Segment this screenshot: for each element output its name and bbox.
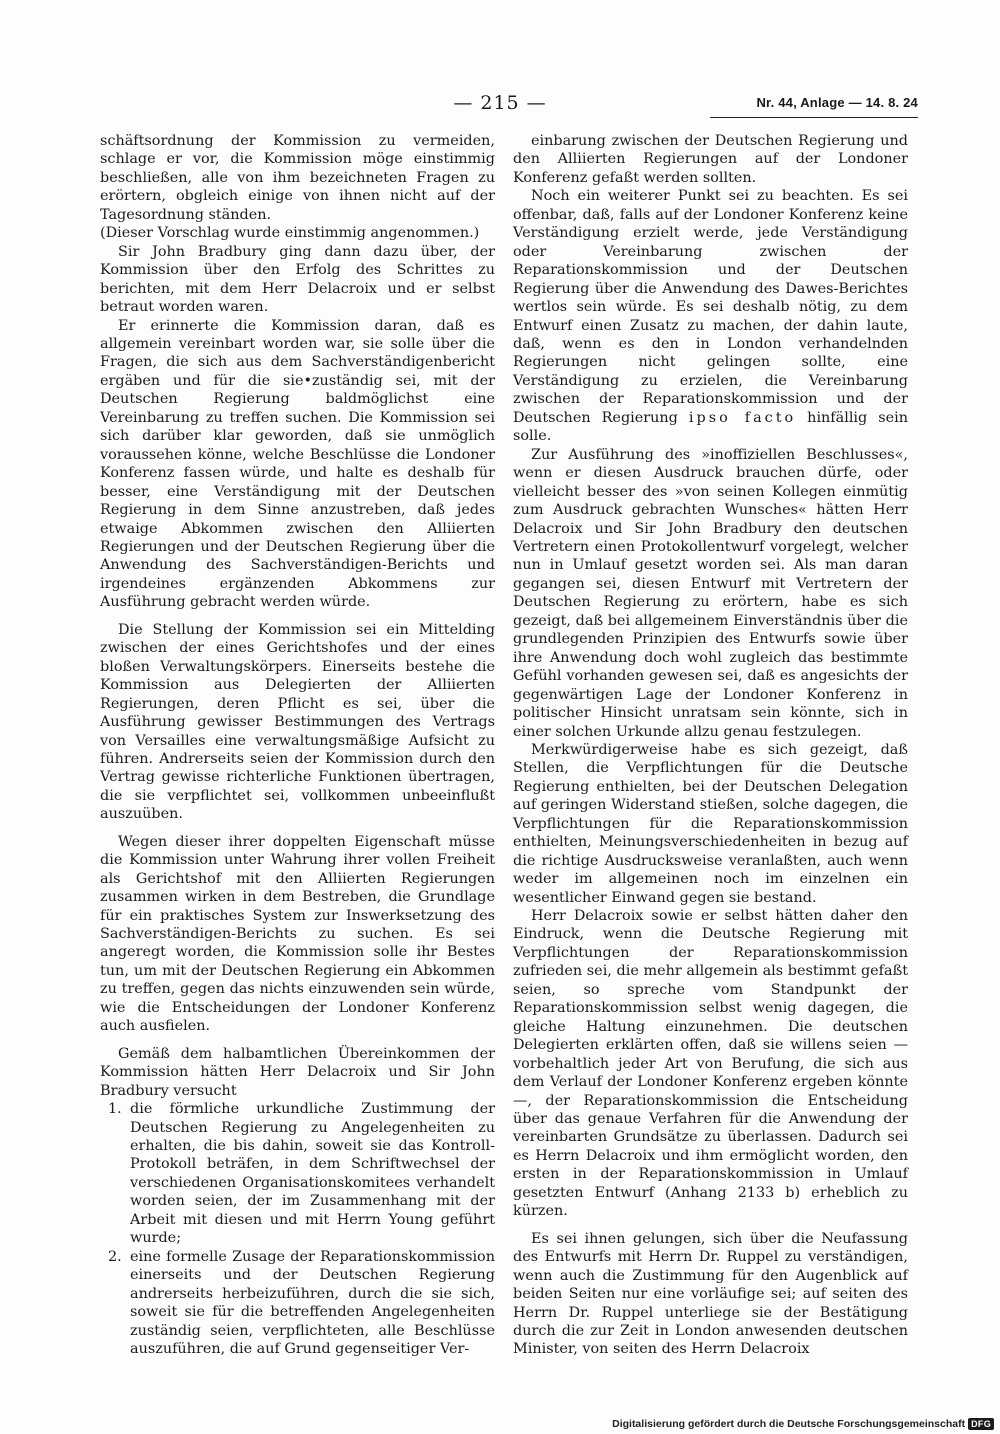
paragraph-text: Noch ein weiterer Punkt sei zu beachten. Es sei offenbar, daß, falls auf der Londoner Konferenz keine Verständigung erzielt werde, jede Verständigung oder Vereinbarung zwischen der Reparationskommission und der Deutschen Regierung über die Anwendung des Dawes-Berichtes wertlos sein würde. Es sei deshalb nötig, zu dem Entwurf einen Zusatz zu machen, der dahin laute, daß, wenn es den in London verhandelnden Regierungen nicht gelingen sollte, eine Verständigung zu erzielen, die Vereinbarung zwischen der Reparationskommission und der Deutschen Regierung bbox=[513, 188, 908, 426]
list-item bbox=[100, 1100, 495, 1248]
list-item-text: eine formelle Zusage der Reparationskommission einerseits und der Deutschen Regierung andrerseits herbeizuführen, durch die sie sich, soweit sie für die betreffenden Angelegenheiten zuständig seien, verpflichteten, alle Beschlüsse auszuführen, die auf Grund gegenseitiger Ver- bbox=[130, 1248, 495, 1357]
paragraph: schäftsordnung der Kommission zu vermeiden, schlage er vor, die Kommission möge einstimmig beschließen, alle von ihm bezeichneten Fragen zu erörtern, obgleich einige von ihnen nicht auf der Tagesordnung ständen. bbox=[100, 133, 495, 223]
paragraph: einbarung zwischen der Deutschen Regierung und den Alliierten Regierungen auf der Londoner Konferenz gefaßt werden sollten. bbox=[513, 133, 908, 186]
right-column bbox=[513, 132, 908, 1359]
dfg-logo: DFG bbox=[968, 1418, 994, 1430]
paragraph: Wegen dieser ihrer doppelten Eigenschaft müsse die Kommission unter Wahrung ihrer vollen Freiheit als Gerichtshof mit den Alliierten Regierungen zusammen wirken in dem Bestreben, die Grundlage für ein praktisches System zur Inswerksetzung des Sachverständigen-Berichts zu suchen. Es sei angeregt worden, die Kommission solle ihr Bestes tun, um mit der Deutschen Regierung ein Abkommen zu treffen, gegen das nichts einzuwenden sein würde, wie die Entscheidungen der Londoner Konferenz auch ausfielen. bbox=[100, 833, 495, 1035]
header-rule bbox=[710, 117, 918, 118]
paragraph: Sir John Bradbury ging dann dazu über, der Kommission über den Erfolg des Schrittes zu berichten, mit dem Herr Delacroix und er selbst betraut worden waren. bbox=[100, 243, 495, 316]
footer-text: Digitalisierung gefördert durch die Deutsche Forschungsgemeinschaft bbox=[612, 1418, 966, 1430]
paragraph: Gemäß dem halbamtlichen Übereinkommen der Kommission hätten Herr Delacroix und Sir John Bradbury versucht bbox=[100, 1045, 495, 1099]
paragraph bbox=[513, 187, 908, 445]
enumerated-list bbox=[100, 1100, 495, 1358]
paragraph: Er erinnerte die Kommission daran, daß es allgemein vereinbart worden war, sie solle über die Fragen, die sich aus dem Sachverständigenbericht ergäben und für die sie•zuständig sei, mit der Deutschen Regierung baldmöglichst eine Vereinbarung zu treffen suchen. Die Kommission sei sich darüber klar geworden, daß sie unmöglich voraussehen könne, welche Beschlüsse die Londoner Konferenz fassen würde, und halte es deshalb für besser, eine Verständigung mit der Deutschen Regierung in dem Sinne anzustreben, daß jedes etwaige Abkommen zwischen den Alliierten Regierungen und der Deutschen Regierung über die Anwendung des Sachverständigen-Berichts und irgendeines ergänzenden Abkommens zur Ausführung gebracht werden würde. bbox=[100, 317, 495, 611]
left-column bbox=[100, 132, 495, 1358]
paragraph-text: hinfällig sein solle. bbox=[513, 409, 908, 445]
paragraph: Zur Ausführung des »inoffiziellen Beschlusses«, wenn er diesen Ausdruck brauchen dürfe, oder vielleicht besser des »von seinen Kollegen einmütig zum Ausdruck gebrachten Wunsches« hätten Herr Delacroix und Sir John Bradbury den deutschen Vertretern einen Protokollentwurf vorgelegt, welcher nun in Umlauf gesetzt worden sei. Als man daran gegangen sei, diesen Entwurf mit Vertretern der Deutschen Regierung zu erörtern, habe es sich gezeigt, daß bei allgemeinem Einverständnis über die grundlegenden Prinzipien des Entwurfs sowie über ihre Anwendung doch wohl zugleich das bestimmte Gefühl vorhanden gewesen sei, daß es angesichts der gegenwärtigen Lage der Londoner Konferenz in politischer Hinsicht unratsam sein könnte, sich in einer solchen Urkunde allzu genau festzulegen. bbox=[513, 446, 908, 740]
running-head: Nr. 44, Anlage — 14. 8. 24 bbox=[756, 95, 918, 110]
spaced-term: ipso facto bbox=[688, 409, 797, 426]
list-item-number: 1. bbox=[108, 1101, 122, 1118]
list-item-number: 2. bbox=[108, 1248, 122, 1265]
paragraph: (Dieser Vorschlag wurde einstimmig angenommen.) bbox=[100, 225, 480, 242]
list-item-text: die förmliche urkundliche Zustimmung der Deutschen Regierung zu Angelegenheiten zu erhalten, die bis dahin, soweit sie das Kontroll-Protokoll beträfen, in dem Schriftwechsel der verschiedenen Organisationskomitees verhandelt worden seien, der im Zusammenhang mit der Arbeit mit diesen und mit Herrn Young geführt wurde; bbox=[130, 1101, 495, 1247]
paragraph: Merkwürdigerweise habe es sich gezeigt, daß Stellen, die Verpflichtungen für die Deutsche Regierung enthielten, bei der Deutschen Delegation auf geringen Widerstand stießen, solche dagegen, die Verpflichtungen für die Reparationskommission enthielten, Meinungsverschiedenheiten in bezug auf die richtige Ausdrucksweise veranlaßten, auch wenn weder im allgemeinen noch im einzelnen ein wesentlicher Einwand gegen sie bestand. bbox=[513, 741, 908, 906]
paragraph: Herr Delacroix sowie er selbst hätten daher den Eindruck, wenn die Deutsche Regierung mit Verpflichtungen der Reparationskommission zufrieden sei, die mehr allgemein als bestimmt gefaßt seien, so spreche vom Standpunkt der Reparationskommission selbst wenig dagegen, die gleiche Haltung einzunehmen. Die deutschen Delegierten erklärten offen, daß sie willens seien — vorbehaltlich jeder Art von Berufung, die sich aus dem Verlauf der Londoner Konferenz ergeben könnte —, der Reparationskommission die Entscheidung über das genaue Verfahren für die Anwendung der vereinbarten Grundsätze zu überlassen. Dadurch sei es Herrn Delacroix und ihm ermöglicht worden, den ersten in der Reparationskommission in Umlauf gesetzten Entwurf (Anhang 2133 b) erheblich zu kürzen. bbox=[513, 908, 908, 1220]
page-number: — 215 — bbox=[453, 92, 547, 114]
list-item bbox=[100, 1248, 495, 1359]
paragraph: Es sei ihnen gelungen, sich über die Neufassung des Entwurfs mit Herrn Dr. Ruppel zu verständigen, wenn auch die Zustimmung für den Augenblick auf beiden Seiten nur eine vorläufige sei; auf seiten des Herrn Dr. Ruppel unterliege sie der Bestätigung durch die zur Zeit in London anwesenden deutschen Minister, von seiten des Herrn Delacroix bbox=[513, 1230, 908, 1358]
paragraph: Die Stellung der Kommission sei ein Mittelding zwischen der eines Gerichtshofes und der eines bloßen Verwaltungskörpers. Einerseits bestehe die Kommission aus Delegierten der Alliierten Regierungen, deren Pflicht es sei, über die Ausführung gewisser Bestimmungen des Vertrags von Versailles eine verwaltungsmäßige Aufsicht zu führen. Andrerseits seien der Kommission durch den Vertrag gewisse richterliche Funktionen übertragen, die sie verpflichtet sei, vollkommen unbeeinflußt auszuüben. bbox=[100, 621, 495, 823]
footer bbox=[612, 1418, 994, 1430]
